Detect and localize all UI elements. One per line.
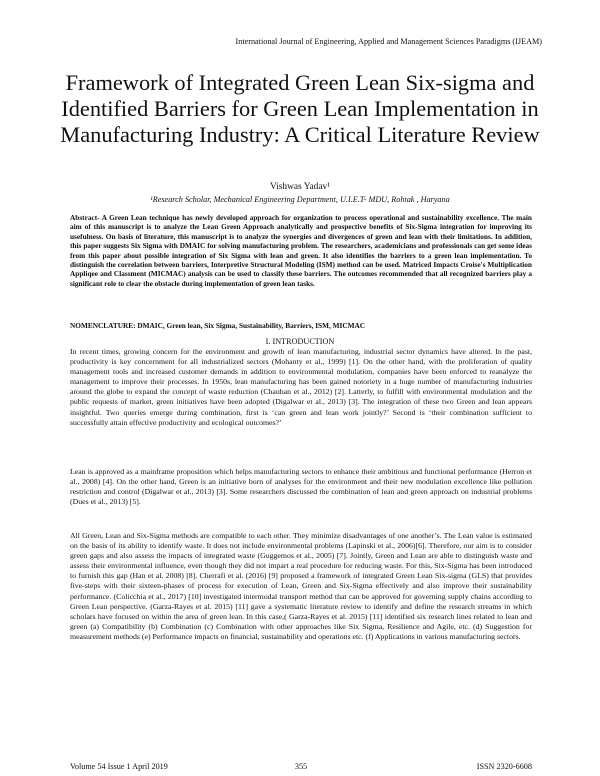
nomenclature: NOMENCLATURE: DMAIC, Green lean, Six Sigma, Sustainability, Barriers, ISM, MICMAC bbox=[70, 321, 366, 330]
body-paragraph: All Green, Lean and Six-Sigma methods are compatible to each other. They minimize disadvantages of one another’s. The Lean value is estimated on the basis of its ability to identify waste. It does not include environmental problems (Lapinski et al., 2006)[6]. Therefore, our aim is to consider green gaps and also assess the impacts of integrated waste (Guggemos et al., 2005) [7]. Jointly, Green and Lean are able to distinguish waste and assess their environmental influence, even though they did not impart a real procedure for reducing waste. For this, Six-Sigma has been introduced to furnish this gap (Han et al. 2008) [8]. Cherrafi et al. (2016) [9] proposed a framework of integrated Green Lean Six-sigma (GLS) that provides five-steps with their sixteen-phases of process for execution of Lean, Green and Six-Sigma effectively and also improve their sustainability performance. (Colicchia et al., 2017) [10] investigated intermodal transport method that can be approved for governing supply chains according to Green Lean perspective. (Garza-Rayes et al. 2015) [11] gave a systematic literature review to identify and define the research streams in which scholars have focused on within the area of green lean. In this case,( Garza-Rayes et al. 2015) [11] identified six research lines related to lean and green (a) Compatibility (b) Combination (c) Combination with other approaches like Six Sigma, Resilience and Agile, etc. (d) Suggestion for measurement methods (e) Performance impacts on financial, sustainability and operations etc. (f) Applications in various manufacturing sectors. bbox=[70, 531, 532, 641]
section-heading: I. INTRODUCTION bbox=[265, 337, 335, 346]
body-paragraph: In recent times, growing concern for the environment and growth of lean manufacturing, industrial sector dynamics have altered. In the past, productivity is key concernment for all industrialized sectors (Mohanty et al., 1999) [1]. On the other hand, with the proliferation of quality management tools and increased customer demands in addition to environmental modulation, companies have been enforced to reanalyze the management to improve their processes. In 1950s, lean manufacturing has been gained notoriety in a huge number of manufacturing industries around the globe to expand the concept of waste reduction (Chauhan et al., 2012) [2]. Latterly, to fulfill with environmental modulation and the public requests of market, green initiatives have been adopted (Digalwar et al., 2013) [3]. The integration of these two Green and lean appears insightful. Two queries emerge during combination, first is ‘can green and lean work jointly?’ Second is ‘their combination sufficient to successfully attain effective productivity and ecological outcomes?’ bbox=[70, 347, 532, 427]
body-paragraph: Lean is approved as a mainframe proposition which helps manufacturing sectors to enhance their ambitious and functional performance (Herron et al., 2008) [4]. On the other hand, Green is an initiative born of analyses for the environment and their new modulation excellence like pollution restriction and control (Digalwar et al., 2013) [3]. Some researchers discussed the combination of lean and green approach on industrial problems (Dues et al., 2013) [5]. bbox=[70, 467, 532, 507]
footer-page-number: 355 bbox=[294, 762, 308, 771]
author-affiliation: ¹Research Scholar, Mechanical Engineering Department, U.I.E.T- MDU, Rohtak , Haryana bbox=[150, 195, 450, 204]
running-head: International Journal of Engineering, Applied and Management Sciences Paradigms (IJEAM) bbox=[235, 37, 542, 46]
paper-title: Framework of Integrated Green Lean Six-sigma and Identified Barriers for Green Lean Implementation in Manufacturing Industry: A Critical Literature Review bbox=[60, 70, 540, 147]
abstract: Abstract- A Green Lean technique has newly developed approach for organization to process operational and sustainability excellence. The main aim of this manuscript is to analyze the Lean Green Approach analytically and prospective benefits of Six-Sigma integration for improving its usefulness. On basis of literature, this manuscript is to analyze the synergies and divergences of green and lean with their limitations. In addition, this paper suggests Six Sigma with DMAIC for solving manufacturing problem. The researchers, academicians and professionals can get some ideas from this paper about possible integration of Six Sigma with lean and green. It also identifies the barriers to a green lean implementation. To distinguish the correlation between barriers, Interpretive Structural Modeling (ISM) method can be used. Matriced Impacts Croise's Multiplication Appliqee and Classment (MICMAC) analysis can be used to classify these barriers. The outcomes recommended that all recognized barriers play a significant role to clear the obstacle during implementation of green lean tasks. bbox=[70, 213, 532, 288]
author-name: Vishwas Yadav¹ bbox=[269, 182, 331, 192]
footer-issn: ISSN 2320-6608 bbox=[476, 762, 532, 771]
footer-volume: Volume 54 Issue 1 April 2019 bbox=[70, 762, 168, 771]
